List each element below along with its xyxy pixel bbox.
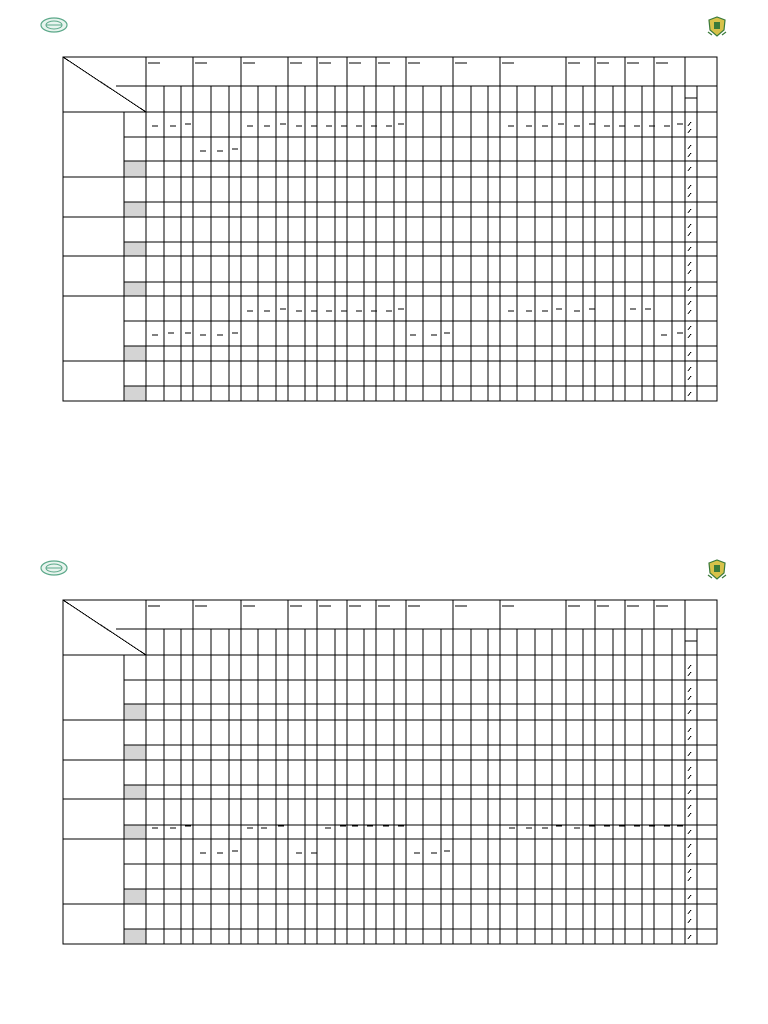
- check-mark: [688, 392, 691, 396]
- shaded-label-cell: [124, 889, 146, 904]
- check-mark: [688, 247, 691, 251]
- check-mark: [688, 185, 691, 189]
- check-mark: [688, 262, 691, 266]
- check-mark: [688, 153, 691, 157]
- check-mark: [688, 352, 691, 356]
- corner-diagonal: [63, 57, 146, 112]
- shaded-label-cell: [124, 282, 146, 296]
- check-mark: [688, 688, 691, 692]
- grid-border: [63, 600, 717, 944]
- check-mark: [688, 710, 691, 714]
- check-mark: [688, 805, 691, 809]
- corner-diagonal: [63, 600, 146, 655]
- check-mark: [688, 935, 691, 939]
- shaded-label-cell: [124, 929, 146, 944]
- form-grid: [0, 543, 768, 993]
- check-mark: [688, 877, 691, 881]
- check-mark: [688, 696, 691, 700]
- check-mark: [688, 167, 691, 171]
- check-mark: [688, 367, 691, 371]
- shaded-label-cell: [124, 745, 146, 760]
- grid-border: [63, 57, 717, 401]
- check-mark: [688, 728, 691, 732]
- check-mark: [688, 869, 691, 873]
- shaded-label-cell: [124, 161, 146, 177]
- form-grid: [0, 0, 768, 450]
- check-mark: [688, 334, 691, 338]
- check-mark: [688, 145, 691, 149]
- check-mark: [688, 665, 691, 669]
- check-mark: [688, 301, 691, 305]
- check-mark: [688, 376, 691, 380]
- check-mark: [688, 122, 691, 126]
- check-mark: [688, 790, 691, 794]
- check-mark: [688, 672, 691, 676]
- check-mark: [688, 209, 691, 213]
- check-mark: [688, 270, 691, 274]
- check-mark: [688, 813, 691, 817]
- shaded-label-cell: [124, 785, 146, 799]
- check-mark: [688, 919, 691, 923]
- check-mark: [688, 844, 691, 848]
- grid-lines: [63, 600, 717, 944]
- check-mark: [688, 326, 691, 330]
- check-mark: [688, 232, 691, 236]
- check-mark: [688, 752, 691, 756]
- shaded-label-cell: [124, 346, 146, 361]
- shaded-label-cell: [124, 704, 146, 720]
- check-mark: [688, 853, 691, 857]
- check-mark: [688, 775, 691, 779]
- shaded-label-cell: [124, 825, 146, 839]
- check-mark: [688, 736, 691, 740]
- check-mark: [688, 767, 691, 771]
- form-sheet-2: [0, 543, 768, 993]
- shaded-label-cell: [124, 202, 146, 217]
- check-mark: [688, 193, 691, 197]
- check-mark: [688, 287, 691, 291]
- grid-lines: [63, 57, 717, 401]
- check-mark: [688, 910, 691, 914]
- form-sheet-1: [0, 0, 768, 450]
- check-mark: [688, 895, 691, 899]
- check-mark: [688, 310, 691, 314]
- shaded-label-cell: [124, 242, 146, 256]
- check-mark: [688, 830, 691, 834]
- check-mark: [688, 224, 691, 228]
- check-mark: [688, 129, 691, 133]
- shaded-label-cell: [124, 386, 146, 401]
